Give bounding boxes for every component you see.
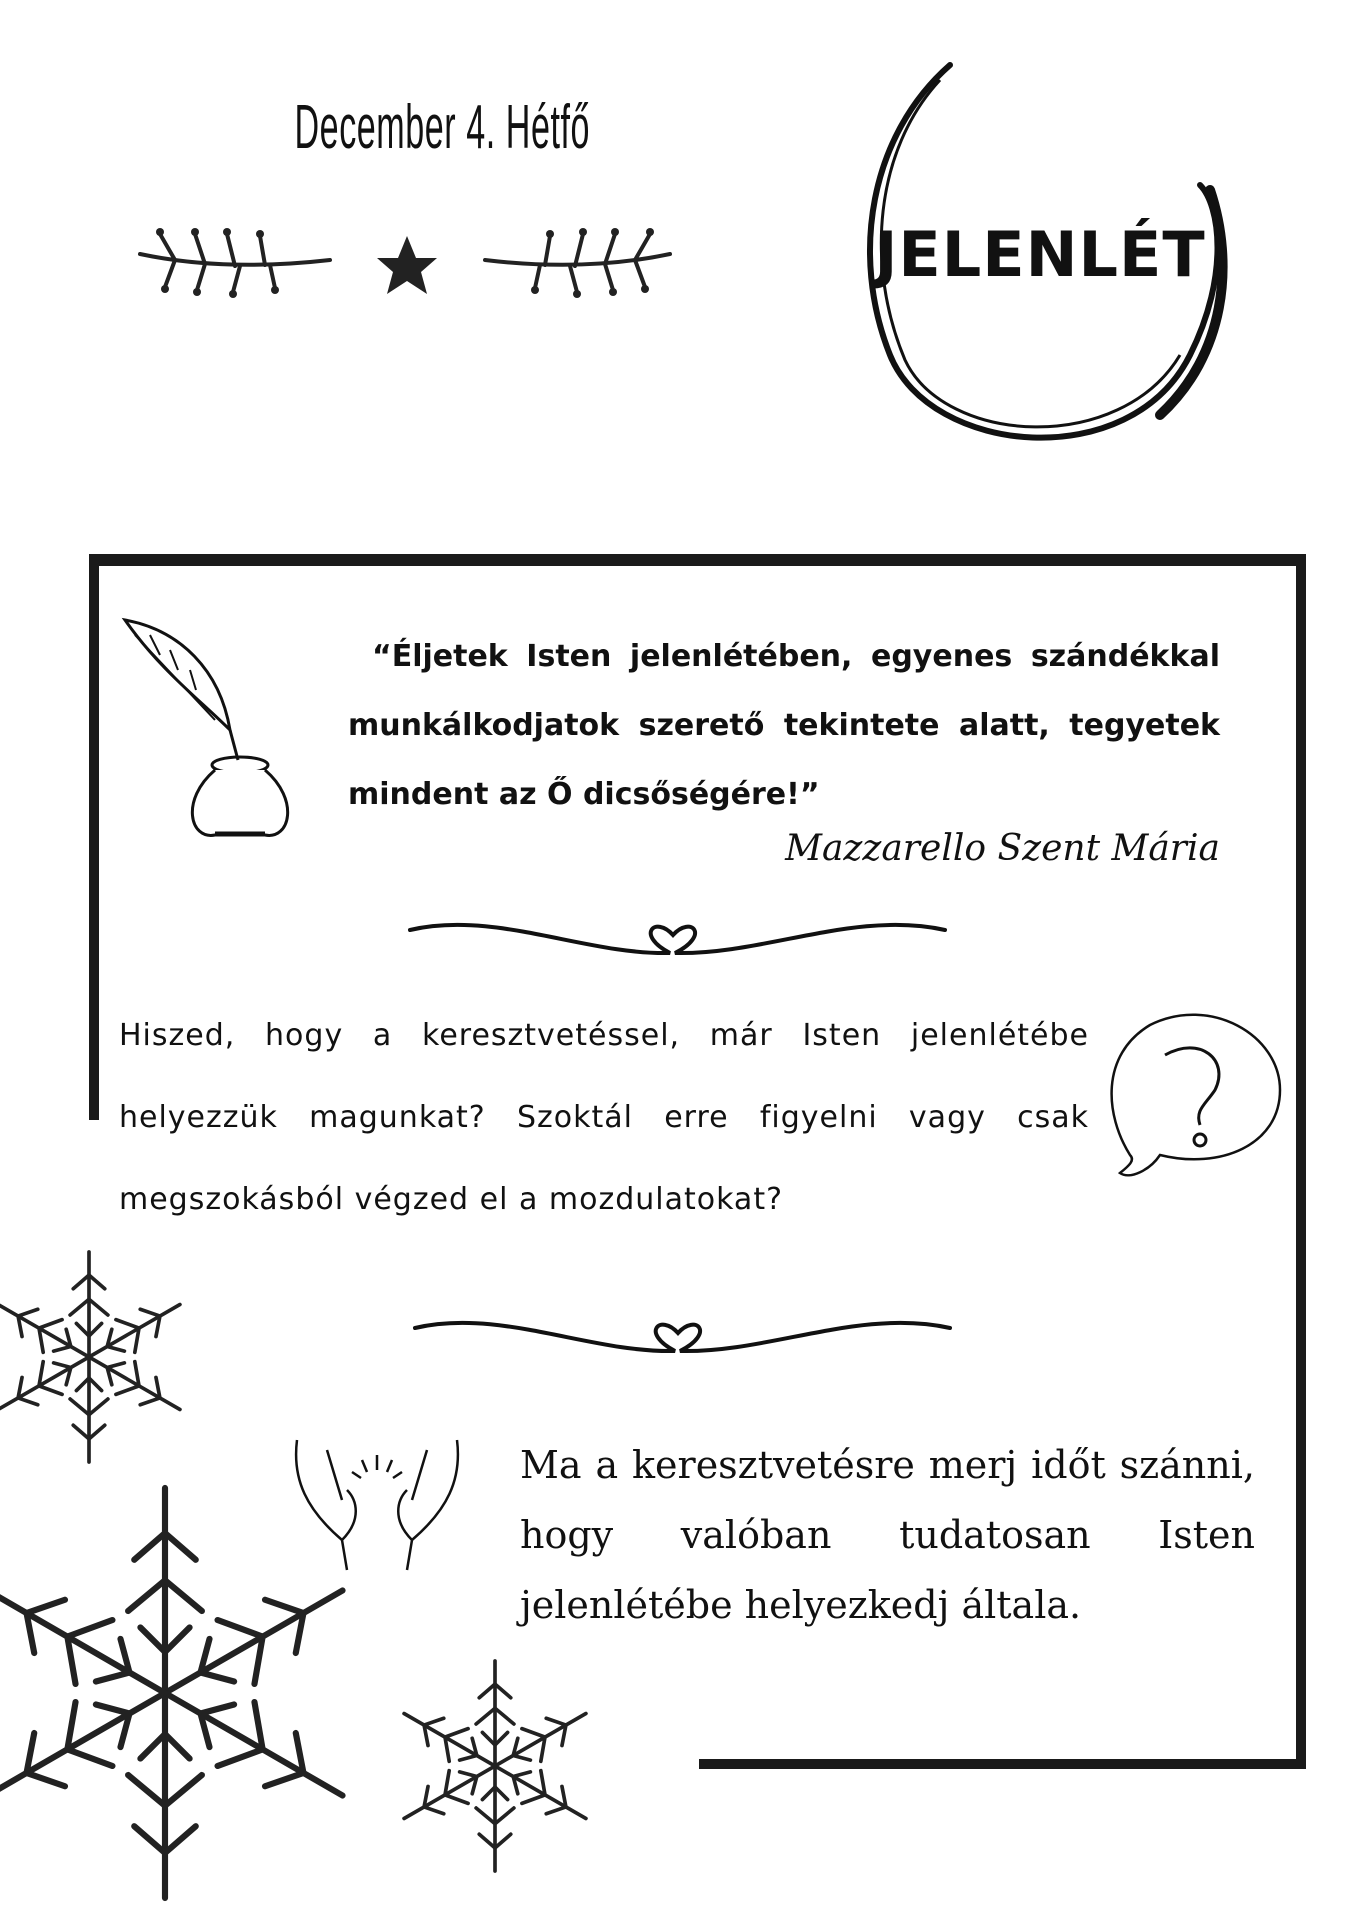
question-bubble-icon bbox=[1100, 1005, 1290, 1180]
frame-top-border bbox=[89, 554, 1306, 566]
frame-bottom-border bbox=[699, 1759, 1306, 1769]
snowflake-icon-large bbox=[0, 1488, 361, 1898]
snowflakes-decoration bbox=[0, 1240, 620, 1920]
frame-right-border bbox=[1296, 554, 1306, 1769]
snowflake-icon-medium bbox=[395, 1661, 596, 1871]
snowflake-icon-small bbox=[0, 1252, 189, 1462]
frame-left-border bbox=[89, 554, 99, 1120]
quote-body: “Éljetek Isten jelenlétében, egyenes szándékkal munkálkodjatok szerető tekintete alatt, tegyetek mindent az Ő dicsőségére!” bbox=[348, 639, 1220, 812]
date-heading: December 4. Hétfő bbox=[294, 93, 591, 162]
quill-inkwell-icon bbox=[120, 610, 330, 840]
heart-divider-icon bbox=[405, 905, 950, 965]
branch-right-icon bbox=[485, 234, 670, 292]
reflection-question: Hiszed, hogy a keresztvetéssel, már Isten jelenlétébe helyezzük magunkat? Szoktál erre figyelni vagy csak megszokásból végzed el a mozdulatokat? bbox=[119, 1018, 1089, 1217]
branch-star-ornament bbox=[135, 222, 675, 302]
star-icon bbox=[377, 236, 437, 294]
daily-challenge-text: Ma a keresztvetésre merj időt szánni, hogy valóban tudatosan Isten jelenlétébe helyezkedj általa. bbox=[520, 1443, 1255, 1627]
branch-left-icon bbox=[140, 234, 330, 292]
quote-text bbox=[348, 622, 1220, 829]
quote-author: Mazzarello Szent Mária bbox=[785, 828, 1220, 869]
page-title: JELENLÉT bbox=[874, 218, 1206, 291]
